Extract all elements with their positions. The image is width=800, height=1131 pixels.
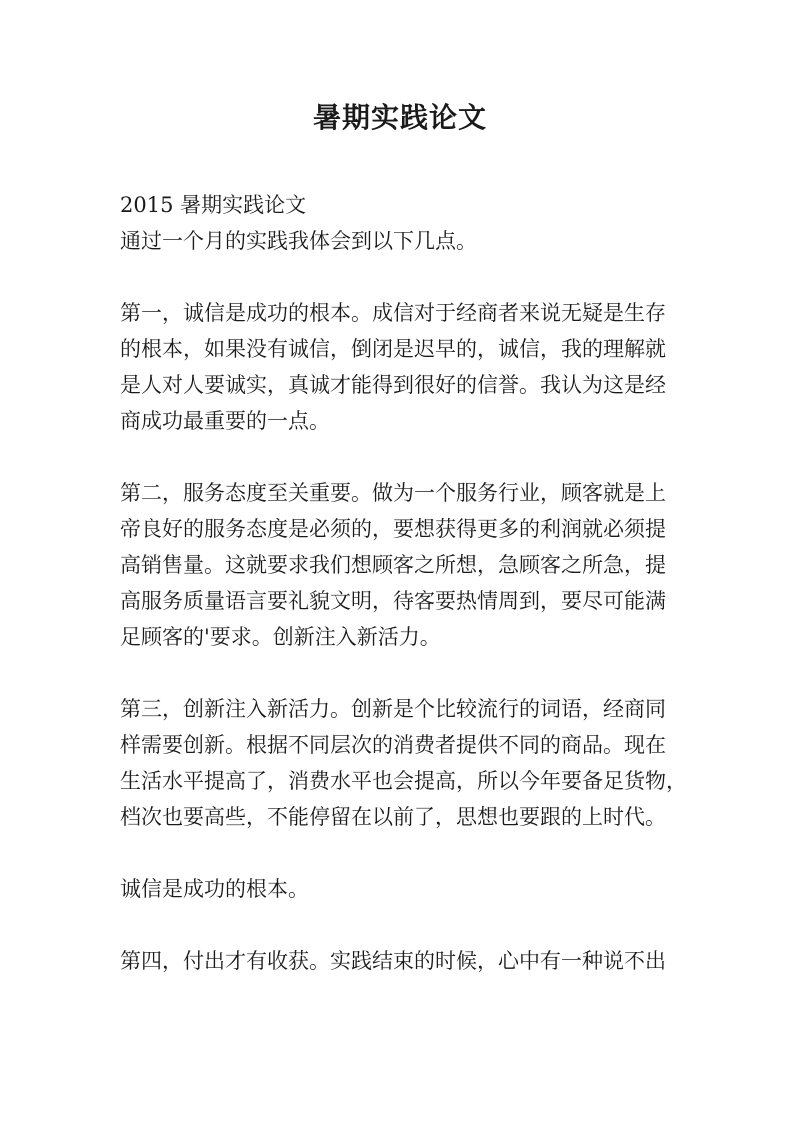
paragraph-1 [120, 295, 700, 439]
paragraph-gap [120, 907, 700, 943]
intro-line: 2015 暑期实践论文 [120, 193, 307, 217]
paragraph-3 [120, 691, 700, 835]
paragraph-line: 第一，诚信是成功的根本。成信对于经商者来说无疑是生存 [120, 301, 666, 325]
paragraph-line: 生活水平提高了，消费水平也会提高，所以今年要备足货物， [120, 769, 687, 793]
paragraph-line: 第三，创新注入新活力。创新是个比较流行的词语，经商同 [120, 697, 666, 721]
paragraph-line: 第二，服务态度至关重要。做为一个服务行业，顾客就是上 [120, 481, 666, 505]
paragraph-line: 帝良好的服务态度是必须的，要想获得更多的利润就必须提 [120, 517, 666, 541]
paragraph-line: 是人对人要诚实，真诚才能得到很好的信誉。我认为这是经 [120, 373, 666, 397]
paragraph-line: 样需要创新。根据不同层次的消费者提供不同的商品。现在 [120, 733, 666, 757]
paragraph-gap [120, 259, 700, 295]
paragraph-line: 的根本，如果没有诚信，倒闭是迟早的，诚信，我的理解就 [120, 337, 666, 361]
paragraph-gap [120, 655, 700, 691]
paragraph-4 [120, 871, 700, 907]
paragraph-gap [120, 439, 700, 475]
paragraph-line: 第四，付出才有收获。实践结束的时候，心中有一种说不出 [120, 949, 666, 973]
intro-line: 通过一个月的实践我体会到以下几点。 [120, 229, 477, 253]
paragraph-line: 高销售量。这就要求我们想顾客之所想，急顾客之所急，提 [120, 553, 666, 577]
document-body [120, 187, 700, 979]
paragraph-line: 高服务质量语言要礼貌文明，待客要热情周到，要尽可能满 [120, 589, 666, 613]
paragraph-line: 诚信是成功的根本。 [120, 877, 309, 901]
paragraph-line: 档次也要高些，不能停留在以前了，思想也要跟的上时代。 [120, 805, 666, 829]
document-title: 暑期实践论文 [312, 101, 487, 134]
paragraph-2 [120, 475, 700, 655]
paragraph-gap [120, 835, 700, 871]
paragraph-line: 商成功最重要的一点。 [120, 409, 330, 433]
paragraph-5 [120, 943, 700, 979]
paragraph-line: 足顾客的'要求。创新注入新活力。 [120, 625, 441, 649]
